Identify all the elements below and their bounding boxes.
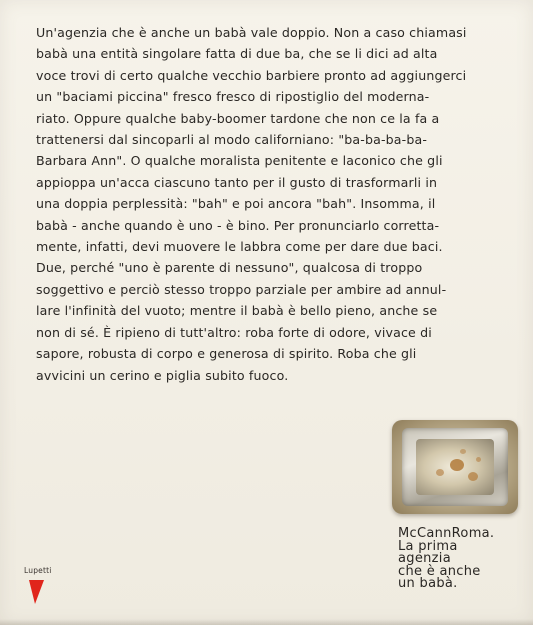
body-text [36,22,504,386]
caption-line: La prima [398,538,458,554]
caption [398,528,494,591]
body-line: sapore, robusta di corpo e generosa di spirito. Roba che gli [36,346,417,362]
body-line: trattenersi dal sincoparli al modo californiano: "ba-ba-ba-ba- [36,132,428,148]
publisher-mark-icon [24,566,50,606]
body-line: avvicini un cerino e piglia subito fuoco. [36,367,289,383]
body-line: lare l'infinità del vuoto; mentre il babà è bello pieno, anche se [36,303,438,319]
body-line: soggettivo e perciò stesso troppo parziale per ambire ad annul- [36,281,447,297]
body-line: Barbara Ann". O qualche moralista penitente e laconico che gli [36,153,443,169]
body-line: appioppa un'acca ciascuno tanto per il gusto di trasformarli in [36,174,438,190]
body-line: voce trovi di certo qualche vecchio barbiere pronto ad aggiungerci [36,67,467,83]
body-line: riato. Oppure qualche baby-boomer tardone che non ce la fa a [36,110,440,126]
body-line: babà una entità singolare fatta di due ba, che se li dici ad alta [36,46,438,62]
baba-tray-photo [392,420,518,514]
caption-line: che è anche [398,563,481,579]
baba-pastry-image [416,439,494,495]
body-line: una doppia perplessità: "bah" e poi ancora "bah". Insomma, il [36,196,436,212]
caption-line: agenzia [398,551,451,567]
body-line: non di sé. È ripieno di tutt'altro: roba forte di odore, vivace di [36,324,432,340]
publisher-logo [24,566,50,606]
caption-line: un babà. [398,576,458,592]
caption-line: McCannRoma. [398,526,495,541]
body-line: Un'agenzia che è anche un babà vale doppio. Non a caso chiamasi [36,25,467,40]
body-line: mente, infatti, devi muovere le labbra come per dare due baci. [36,239,443,255]
body-line: Due, perché "uno è parente di nessuno", qualcosa di troppo [36,260,423,276]
metal-tray [402,428,508,506]
body-line: babà - anche quando è uno - è bino. Per pronunciarlo corretta- [36,217,440,233]
publisher-name: Lupetti [24,566,52,575]
body-line: un "baciami piccina" fresco fresco di ripostiglio del moderna- [36,89,430,105]
page-edge-shadow [0,619,533,625]
